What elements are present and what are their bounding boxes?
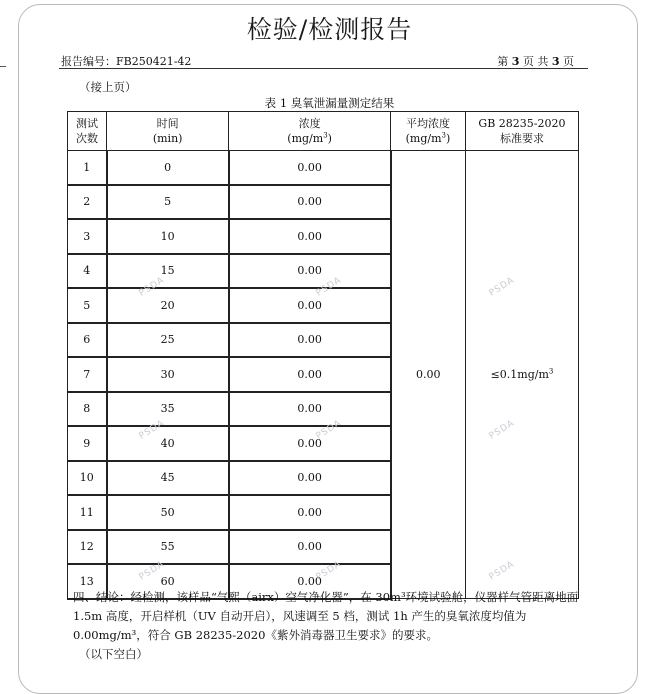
header-time xyxy=(107,112,229,151)
watermark: PSDA xyxy=(314,418,344,442)
cell-concentration: 0.00 xyxy=(229,392,391,427)
page-current: 3 xyxy=(511,55,520,68)
cell-test-no: 7 xyxy=(68,357,107,392)
cell-test-no: 10 xyxy=(68,461,107,496)
cell-time: 30 xyxy=(107,357,229,392)
header-avg-line2 xyxy=(391,131,465,146)
table-title: 表 1 臭氧泄漏量测定结果 xyxy=(264,96,395,110)
cell-concentration: 0.00 xyxy=(229,530,391,565)
header-conc-close: ) xyxy=(327,132,332,145)
cell-concentration: 0.00 xyxy=(229,151,391,185)
cell-concentration: 0.00 xyxy=(229,564,391,599)
watermark: PSDA xyxy=(487,559,517,583)
header-avg-sup: 3 xyxy=(441,131,446,140)
cell-test-no: 5 xyxy=(68,288,107,323)
cell-concentration: 0.00 xyxy=(229,185,391,220)
watermark: PSDA xyxy=(314,559,344,583)
page-number xyxy=(497,53,574,69)
cell-time: 5 xyxy=(107,185,229,220)
cell-time: 20 xyxy=(107,288,229,323)
ozone-leak-table xyxy=(67,111,579,600)
cell-concentration: 0.00 xyxy=(229,323,391,358)
header-conc-unit: (mg/m xyxy=(287,132,324,145)
continued-note: （接上页） xyxy=(79,80,137,94)
page-mid: 页 共 xyxy=(522,55,549,68)
header-test-no xyxy=(68,112,107,151)
cell-concentration: 0.00 xyxy=(229,254,391,289)
cell-test-no: 4 xyxy=(68,254,107,289)
cell-test-no: 2 xyxy=(68,185,107,220)
cell-average-concentration: 0.00 xyxy=(391,151,466,599)
page-suffix: 页 xyxy=(563,55,574,68)
header-standard xyxy=(465,112,578,151)
table-header-row xyxy=(68,112,579,151)
cell-time: 10 xyxy=(107,219,229,254)
cell-time: 0 xyxy=(107,151,229,185)
cell-standard-requirement xyxy=(465,151,578,599)
cell-test-no: 12 xyxy=(68,530,107,565)
cell-test-no: 9 xyxy=(68,426,107,461)
cell-test-no: 11 xyxy=(68,495,107,530)
header-time-line2: (min) xyxy=(152,132,183,145)
watermark: PSDA xyxy=(137,418,167,442)
standard-unit-sup: 3 xyxy=(548,367,554,376)
report-title: 检验/检测报告 xyxy=(246,15,413,44)
page-total: 3 xyxy=(551,55,560,68)
cell-time: 60 xyxy=(107,564,229,599)
conclusion-text: 四、结论：经检测，该样品“气熙（airx）空气净化器”，在 30m³环境试验舱，仪器样气管距离地面 1.5m 高度，开启样机（UV 自动开启），风速调至 5 档，测试 1h 产生的臭氧浓度均值为 0.00mg/m³，符合 GB 28235-2020《紫外消毒器卫生要求》的要求。 xyxy=(73,590,579,642)
report-number: 报告编号：FB250421-42 xyxy=(61,55,192,68)
watermark: PSDA xyxy=(487,418,517,442)
header-rule xyxy=(59,68,588,69)
header-avg-close: ) xyxy=(446,132,451,145)
cell-test-no: 1 xyxy=(68,151,107,185)
cell-concentration: 0.00 xyxy=(229,288,391,323)
cell-concentration: 0.00 xyxy=(229,461,391,496)
cell-test-no: 6 xyxy=(68,323,107,358)
blank-note: （以下空白） xyxy=(79,647,148,661)
cell-concentration: 0.00 xyxy=(229,357,391,392)
header-average xyxy=(391,112,466,151)
cell-test-no: 3 xyxy=(68,219,107,254)
cell-time: 40 xyxy=(107,426,229,461)
watermark: PSDA xyxy=(314,275,344,299)
header-conc-sup: 3 xyxy=(323,131,328,140)
cell-concentration: 0.00 xyxy=(229,219,391,254)
header-test-no-line2: 次数 xyxy=(76,132,99,145)
cell-time: 55 xyxy=(107,530,229,565)
watermark: PSDA xyxy=(487,275,517,299)
watermark: PSDA xyxy=(137,559,167,583)
margin-mark xyxy=(0,66,6,67)
watermark: PSDA xyxy=(137,275,167,299)
cell-test-no: 13 xyxy=(68,564,107,599)
page-prefix: 第 xyxy=(497,55,509,68)
header-test-no-line1: 测试 xyxy=(76,117,99,130)
cell-time: 35 xyxy=(107,392,229,427)
cell-time: 50 xyxy=(107,495,229,530)
cell-time: 25 xyxy=(107,323,229,358)
cell-concentration: 0.00 xyxy=(229,495,391,530)
cell-time: 45 xyxy=(107,461,229,496)
header-avg-unit: (mg/m xyxy=(405,132,442,145)
standard-value: ≤0.1mg/m xyxy=(490,368,549,381)
header-standard-line1: GB 28235-2020 xyxy=(478,117,566,130)
cell-test-no: 8 xyxy=(68,392,107,427)
header-standard-line2: 标准要求 xyxy=(499,132,544,145)
cell-time: 15 xyxy=(107,254,229,289)
header-time-line1: 时间 xyxy=(156,117,179,130)
header-conc-line2 xyxy=(229,131,390,146)
table-row xyxy=(68,151,579,185)
header-conc-line1: 浓度 xyxy=(298,117,321,130)
cell-concentration: 0.00 xyxy=(229,426,391,461)
header-concentration xyxy=(229,112,391,151)
header-avg-line1: 平均浓度 xyxy=(405,117,450,130)
